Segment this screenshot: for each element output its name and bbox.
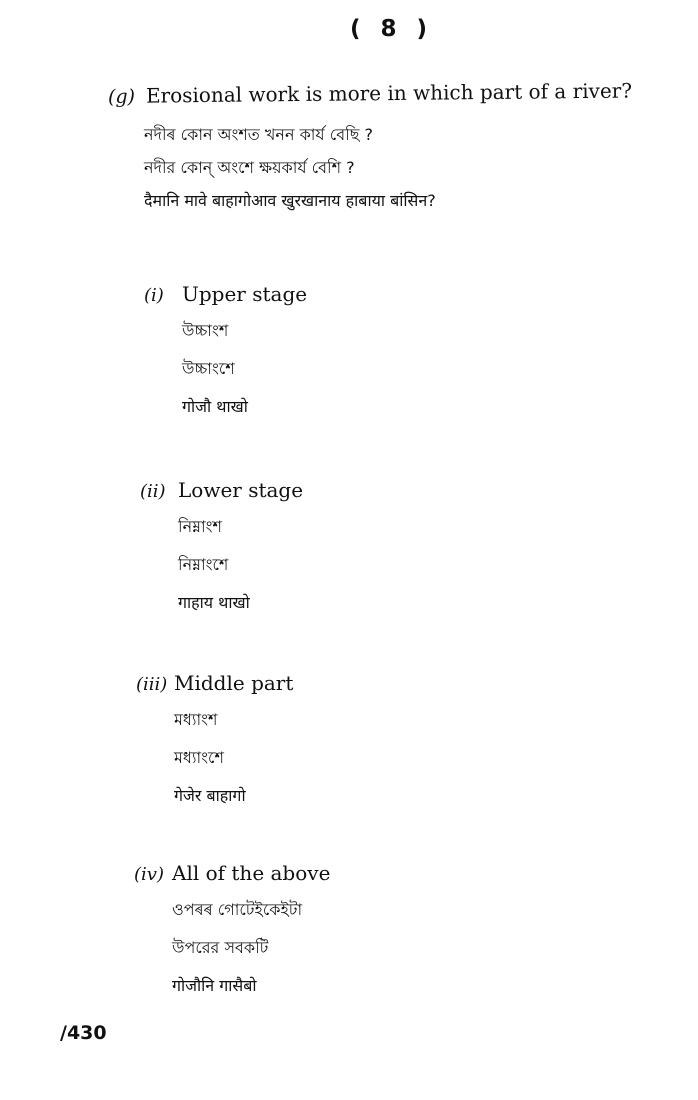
option-translation-assamese: উচ্চাংশ xyxy=(182,321,229,340)
option-translation-assamese: ওপৰৰ গোটেইকেইটা xyxy=(172,900,303,919)
option-text: Middle part xyxy=(174,671,294,695)
option-iv xyxy=(134,861,534,1005)
option-translation-bodo: गोजौ थाखो xyxy=(182,397,248,416)
option-translation-bengali: মধ্যাংশে xyxy=(174,748,224,767)
page-number: ( 8 ) xyxy=(350,16,434,42)
option-translations xyxy=(174,701,536,815)
option-translation-bengali: নিম্নাংশে xyxy=(178,555,229,574)
option-i xyxy=(144,282,544,426)
question-translations xyxy=(144,118,668,217)
option-translation-assamese: মধ্যাংশ xyxy=(174,710,218,729)
question-g xyxy=(107,78,668,217)
option-label: (iv) xyxy=(134,864,164,885)
paper-code: /430 xyxy=(60,1022,107,1044)
option-label: (iii) xyxy=(136,674,168,695)
option-translations xyxy=(182,312,544,426)
option-iii xyxy=(136,671,536,815)
option-label: (i) xyxy=(144,285,164,306)
question-translation-bodo: दैमानि मावे बाहागोआव खुरखानाय हाबाया बांसिन? xyxy=(144,191,436,210)
option-translation-bodo: गोजौनि गासैबो xyxy=(172,976,257,995)
option-text: Upper stage xyxy=(182,282,308,306)
option-ii xyxy=(140,478,540,622)
option-translation-bengali: উপরের সবকটি xyxy=(172,938,269,957)
option-label: (ii) xyxy=(140,481,166,502)
option-text: All of the above xyxy=(172,861,331,885)
option-translation-bodo: गाहाय थाखो xyxy=(178,593,250,612)
option-row xyxy=(144,282,544,306)
option-row xyxy=(140,478,540,502)
option-translation-bodo: गेजेर बाहागो xyxy=(174,786,246,805)
option-translations xyxy=(178,508,540,622)
question-text: Erosional work is more in which part of a river? xyxy=(145,78,633,108)
option-row xyxy=(136,671,536,695)
option-translations xyxy=(172,891,534,1005)
question-translation-assamese: নদীৰ কোন অংশত খনন কাৰ্য বেছি ? xyxy=(144,125,373,144)
question-translation-bengali: নদীর কোন্ অংশে ক্ষয়কার্য বেশি ? xyxy=(144,158,355,177)
option-text: Lower stage xyxy=(178,478,304,502)
option-translation-bengali: উচ্চাংশে xyxy=(182,359,235,378)
option-row xyxy=(134,861,534,885)
question-label: (g) xyxy=(107,85,136,108)
option-translation-assamese: নিম্নাংশ xyxy=(178,517,222,536)
question-row xyxy=(108,78,668,108)
